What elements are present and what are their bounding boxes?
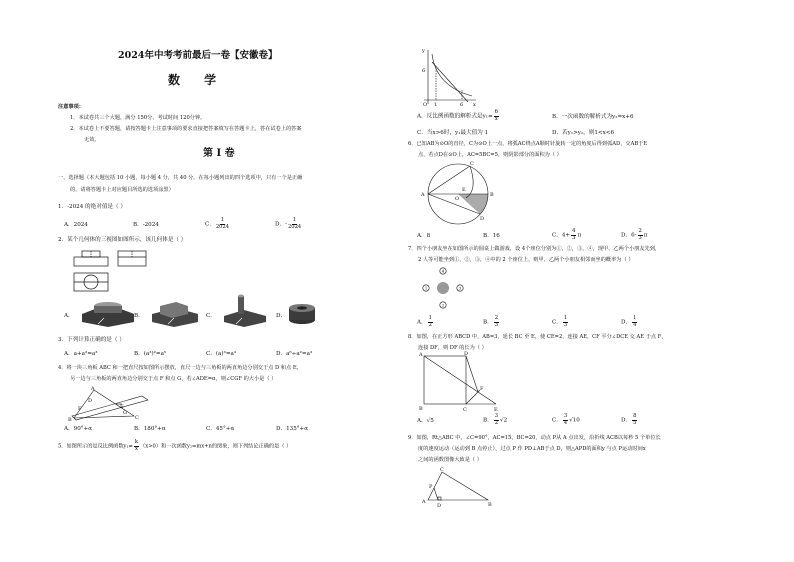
q4-option-b: B．180°+α <box>134 426 166 432</box>
note-item-3: 无效。 <box>84 137 100 143</box>
svg-text:E: E <box>494 407 498 412</box>
svg-text:G: G <box>123 410 127 416</box>
q1-option-d: D．- $\frac{1}{2024}$ <box>275 217 302 230</box>
q2-option-b: B． <box>134 313 144 319</box>
svg-text:E: E <box>120 404 124 410</box>
q2-option-a: A． <box>64 313 74 319</box>
svg-text:A: A <box>421 192 425 198</box>
q5-function-graph <box>418 48 478 106</box>
q7-round-table-figure <box>418 266 468 310</box>
svg-text:B: B <box>68 417 72 422</box>
svg-text:3: 3 <box>458 285 462 291</box>
q2-three-views-figure <box>72 249 152 299</box>
svg-text:F: F <box>78 406 82 412</box>
q6-option-a: A．8 <box>417 233 431 239</box>
q7-option-c: C． $\frac{1}{3}$ <box>552 315 568 328</box>
q5-option-c: C．当x>6时，y₁最大值为 1 <box>417 130 489 136</box>
q8-option-c: C． $\frac{3}{4}$ √10 <box>552 413 580 426</box>
q9-stem-line2: 度的速度运动（运动到 B 点停止），过点 P 作 PD⊥AB于点 D，则△APD的面积y 与点 P运动时间x <box>418 446 646 452</box>
q3-option-c: C．(a)³=a³ <box>206 351 237 357</box>
q5-option-b: B．一次函数的解析式为y₂=x+6 <box>552 114 634 120</box>
svg-text:C: C <box>470 161 474 167</box>
q9-right-triangle-figure <box>418 466 498 510</box>
q2-option-b-solid <box>150 296 200 328</box>
q2-option-a-solid <box>78 296 138 328</box>
q4-option-a: A．90°+α <box>64 426 93 432</box>
q7-option-d: D． $\frac{1}{4}$ <box>621 315 637 328</box>
q7-stem-line2: 2 人等可能坐到①，②，③，④中的 2 个座位上，则甲、乙两个小朋友相邻而坐的概率为（ ） <box>418 257 634 263</box>
q6-option-d: D．6- $\frac{2}{3}$ π <box>621 228 648 241</box>
svg-text:C: C <box>440 467 444 473</box>
svg-text:4: 4 <box>441 268 445 274</box>
q6-stem-line1: 6．已知AB为⊙O的直径，C为⊙O上一点，将弧AC绕点A顺时针旋转一定的角度后得到弧AD，交AB于E <box>408 141 648 147</box>
svg-text:y: y <box>422 48 425 54</box>
q3-option-d: D．a⁶÷a²=a³ <box>276 351 313 357</box>
subject-title: 数 学 <box>168 73 227 87</box>
q8-stem-line1: 8．如图，在正方形 ABCD 中，AB=3，延长 BC 至 E，使 CE=2，连接 AE，CF 平分∠DCE 交 AE 于点 F， <box>408 334 667 340</box>
svg-text:D: D <box>437 503 442 509</box>
q3-option-a: A．a+a²=a³ <box>64 351 98 357</box>
svg-text:6: 6 <box>422 68 426 74</box>
q8-option-a: A．√5 <box>417 418 434 424</box>
svg-text:x: x <box>473 102 476 106</box>
svg-text:O: O <box>455 196 460 202</box>
q8-option-b: B． $\frac{3}{2}$ √2 <box>483 413 508 426</box>
svg-text:D: D <box>480 216 485 222</box>
svg-text:O: O <box>423 102 428 106</box>
svg-text:B: B <box>419 406 423 412</box>
svg-text:F: F <box>480 386 484 392</box>
svg-text:B: B <box>490 192 494 198</box>
q6-option-b: B．16 <box>483 233 500 239</box>
svg-text:A: A <box>91 386 95 392</box>
svg-text:1: 1 <box>434 102 438 106</box>
q9-stem-line1: 9．如图，Rt△ABC 中，∠C=90°，AC=15，BC=20，动点 P从 A 点出发，沿折线 ACB以每秒 5 个单位长 <box>408 435 661 441</box>
q1-option-b: B．-2024 <box>133 222 159 228</box>
svg-text:A: A <box>422 499 426 505</box>
q3-option-b: B．(a³)²=a⁵ <box>134 351 167 357</box>
q1-stem: 1．-2024 的绝对值是（ ） <box>58 204 126 210</box>
q7-option-a: A． $\frac{1}{2}$ <box>417 315 432 328</box>
note-item-2: 2．本试卷上不要答题，请按答题卡上注意事项的要求直接把答案填写在答题卡上，答在试卷上的答案 <box>70 126 302 132</box>
q8-option-d: D． $\frac{8}{5}$ <box>621 413 637 426</box>
q4-stem-line2: 另一边与三角板的两直角边分别交于点 F 和点 G，若∠ADE=α，则∠CGF 的大小是（ ） <box>70 376 277 382</box>
note-item-1: 1．本试卷共三个大题，满分 150分，考试时间 120分钟。 <box>70 115 206 121</box>
svg-text:E: E <box>462 187 466 193</box>
q8-square-figure <box>418 350 504 412</box>
q1-option-a: A．2024 <box>64 222 88 228</box>
q7-stem-line1: 7．四个小朋友坐在如图所示的圆桌上做游戏，设 4个座位分别为①，②，③，④，现甲、乙两个小朋友先到， <box>408 246 661 252</box>
q8-stem-line2: 连接 DF，则 DF 的长为（ ） <box>418 345 487 351</box>
svg-text:C: C <box>135 415 139 421</box>
svg-text:C: C <box>463 407 467 412</box>
svg-text:1: 1 <box>424 285 428 291</box>
q2-option-d-solid <box>287 302 317 326</box>
svg-text:A: A <box>419 352 423 358</box>
svg-text:B: B <box>488 502 492 508</box>
svg-text:2: 2 <box>441 302 445 308</box>
q3-stem: 3．下列计算正确的是（ ） <box>58 337 125 343</box>
q2-option-d: D． <box>276 313 287 319</box>
q5-stem: 5．如图所示的是反比例函数y₁= $\frac{k}{x}$ （x>0）和一次函数y₂=mx+n的图象，则下列结论正确的是（ ） <box>58 439 292 452</box>
q5-option-a: A．反比例函数的解析式是y₁= $\frac{6}{x}$ <box>417 109 498 122</box>
q5-option-d: D．若y₁>y₂，则1<x<6 <box>552 130 614 136</box>
exam-title: 2024年中考考前最后一卷【安徽卷】 <box>118 50 278 61</box>
q2-option-c-solid <box>222 294 268 328</box>
q4-option-c: C．45°+α <box>206 426 235 432</box>
svg-text:D: D <box>464 351 469 357</box>
q2-stem: 2．某个几何体的三视图如图所示，该几何体是（ ） <box>58 237 187 243</box>
q7-option-b: B． $\frac{2}{3}$ <box>483 315 499 328</box>
q6-option-c: C．4+ $\frac{4}{3}$ π <box>552 228 582 241</box>
q6-circle-figure <box>418 160 498 228</box>
section-title: 第 I 卷 <box>203 148 235 159</box>
part1-intro-line2: 的，请将答题卡上对应题目所选的选项涂黑） <box>70 187 174 193</box>
q2-option-c: C． <box>206 313 216 319</box>
part1-intro-line1: 一、选择题（本大题包括 10 小题，每小题 4 分，共 40 分。在每小题列出的四个选项中，只有一个是正确 <box>58 175 303 181</box>
q4-triangle-ruler-figure <box>64 386 150 422</box>
q4-option-d: D．135°+α <box>276 426 309 432</box>
svg-text:P: P <box>429 484 433 490</box>
svg-text:D: D <box>88 398 93 404</box>
svg-text:6: 6 <box>460 102 464 106</box>
q9-stem-line3: 之间的函数图像大致是（ ） <box>418 457 482 463</box>
q4-stem-line1: 4．将一块三角板 ABC 和一把直尺按如图所示摆放，直尺一边与三角板的两直角边分别交于点 D 和点 E， <box>58 365 302 371</box>
notes-heading: 注意事项： <box>58 104 84 110</box>
q6-stem-line2: 点，若点D在⊙O上，AC=5BC=5，则阴影部分的面积为（ ） <box>418 152 562 158</box>
q1-option-c: C． $\frac{1}{2024}$ <box>205 217 230 230</box>
